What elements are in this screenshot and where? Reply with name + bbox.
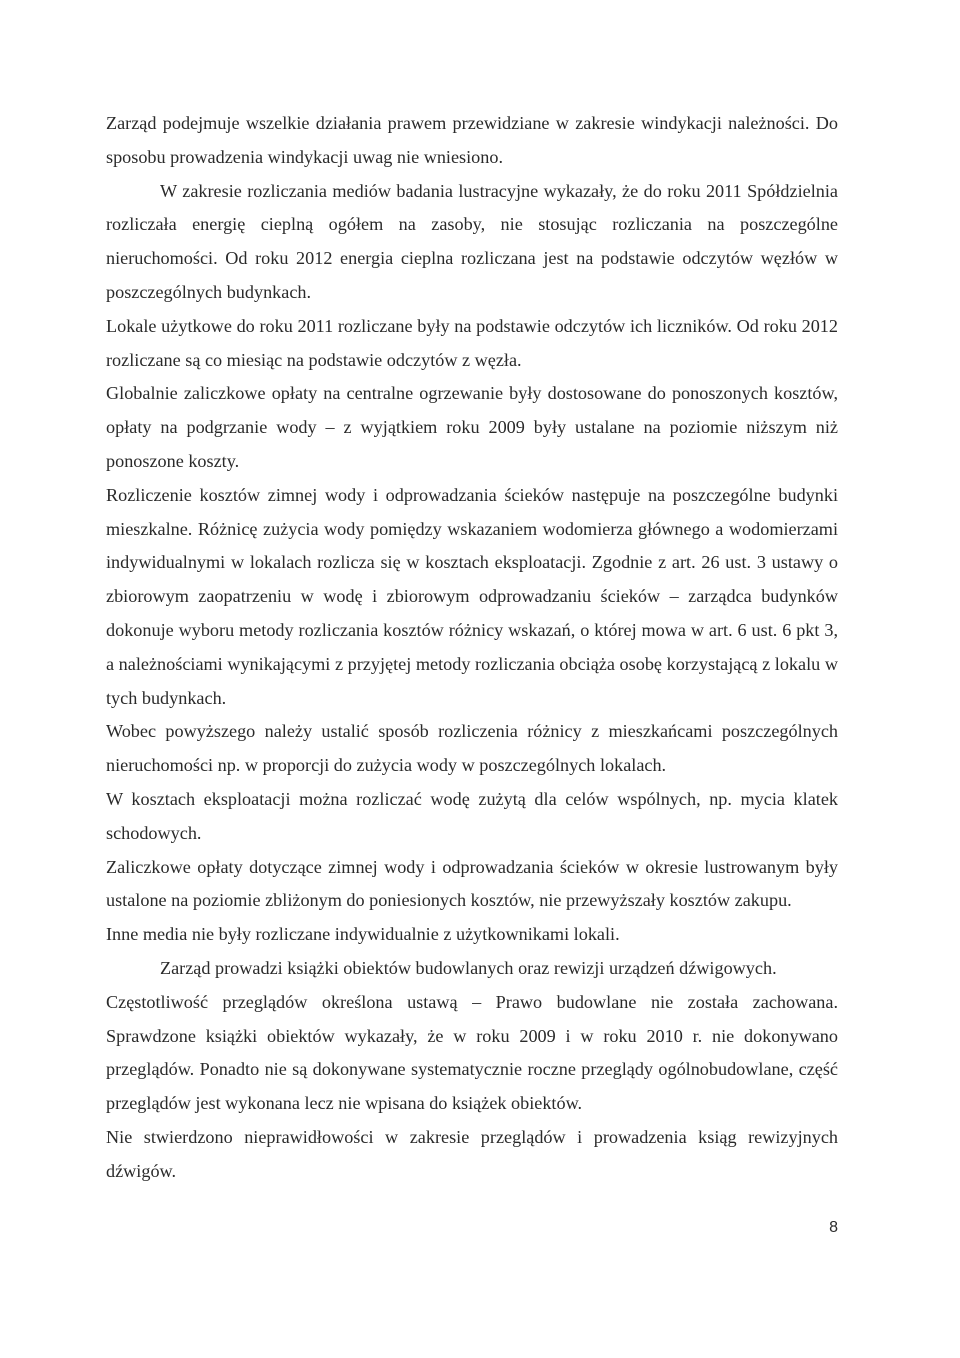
paragraph-elevator-inspections: Nie stwierdzono nieprawidłowości w zakresie przeglądów i prowadzenia ksiąg rewizyjnych dźwigów. (106, 1126, 838, 1181)
paragraph-advance-fees-heating: Globalnie zaliczkowe opłaty na centralne ogrzewanie były dostosowane do ponoszonych kosztów, opłaty na podgrzanie wody – z wyjątkiem roku 2009 były ustalane na poziomie niższym niż ponoszone koszty. (106, 383, 838, 471)
paragraph-common-water: W kosztach eksploatacji można rozliczać wodę zużytą dla celów wspólnych, np. mycia klatek schodowych. (106, 788, 838, 843)
paragraph-inspection-frequency: Częstotliwość przeglądów określona ustawą – Prawo budowlane nie została zachowana. Sprawdzone książki obiektów wykazały, że w roku 2009 i w roku 2010 r. nie dokonywano przeglądów. Ponadto nie są dokonywane systematycznie roczne przeglądy ogólnobudowlane, część przeglądów jest wykonana lecz nie wpisana do książek obiektów. (106, 991, 838, 1114)
paragraph-debt-collection: Zarząd podejmuje wszelkie działania prawem przewidziane w zakresie windykacji należności. Do sposobu prowadzenia windykacji uwag nie wniesiono. (106, 113, 838, 167)
page-number: 8 (829, 1219, 838, 1236)
paragraph-commercial-premises: Lokale użytkowe do roku 2011 rozliczane były na podstawie odczytów ich liczników. Od roku 2012 rozliczane są co miesiąc na podstawie odczytów z węzła. (106, 315, 838, 370)
paragraph-heat-billing: W zakresie rozliczania mediów badania lustracyjne wykazały, że do roku 2011 Spółdzielnia rozliczała energię cieplną ogółem na zasoby, nie stosując rozliczania na poszczególne nieruchomości. Od roku 2012 energia cieplna rozliczana jest na podstawie odczytów węzłów w poszczególnych budynkach. (106, 180, 838, 302)
paragraph-building-books: Zarząd prowadzi książki obiektów budowlanych oraz rewizji urządzeń dźwigowych. (160, 957, 777, 978)
paragraph-water-billing: Rozliczenie kosztów zimnej wody i odprowadzania ścieków następuje na poszczególne budynki mieszkalne. Różnicę zużycia wody pomiędzy wskazaniem wodomierza głównego a wodomierzami indywidualnymi w lokalach rozlicza się w kosztach eksploatacji. Zgodnie z art. 26 ust. 3 ustawy o zbiorowym zaopatrzeniu w wodę i zbiorowym odprowadzaniu ścieków – zarządca budynków dokonuje wyboru metody rozliczania kosztów różnicy wskazań, o której mowa w art. 6 ust. 6 pkt 3, a należnościami wynikającymi z przyjętej metody rozliczania obciąża osobę korzystającą z lokalu w tych budynkach. (106, 484, 838, 708)
paragraph-difference-settlement: Wobec powyższego należy ustalić sposób rozliczenia różnicy z mieszkańcami poszczególnych nieruchomości np. w proporcji do zużycia wody w poszczególnych lokalach. (106, 721, 838, 776)
paragraph-other-media: Inne media nie były rozliczane indywidualnie z użytkownikami lokali. (106, 924, 620, 945)
body-text (106, 107, 838, 1189)
paragraph-advance-fees-water: Zaliczkowe opłaty dotyczące zimnej wody i odprowadzania ścieków w okresie lustrowanym były ustalone na poziomie zbliżonym do poniesionych kosztów, nie przewyższały kosztów zakupu. (106, 856, 838, 911)
